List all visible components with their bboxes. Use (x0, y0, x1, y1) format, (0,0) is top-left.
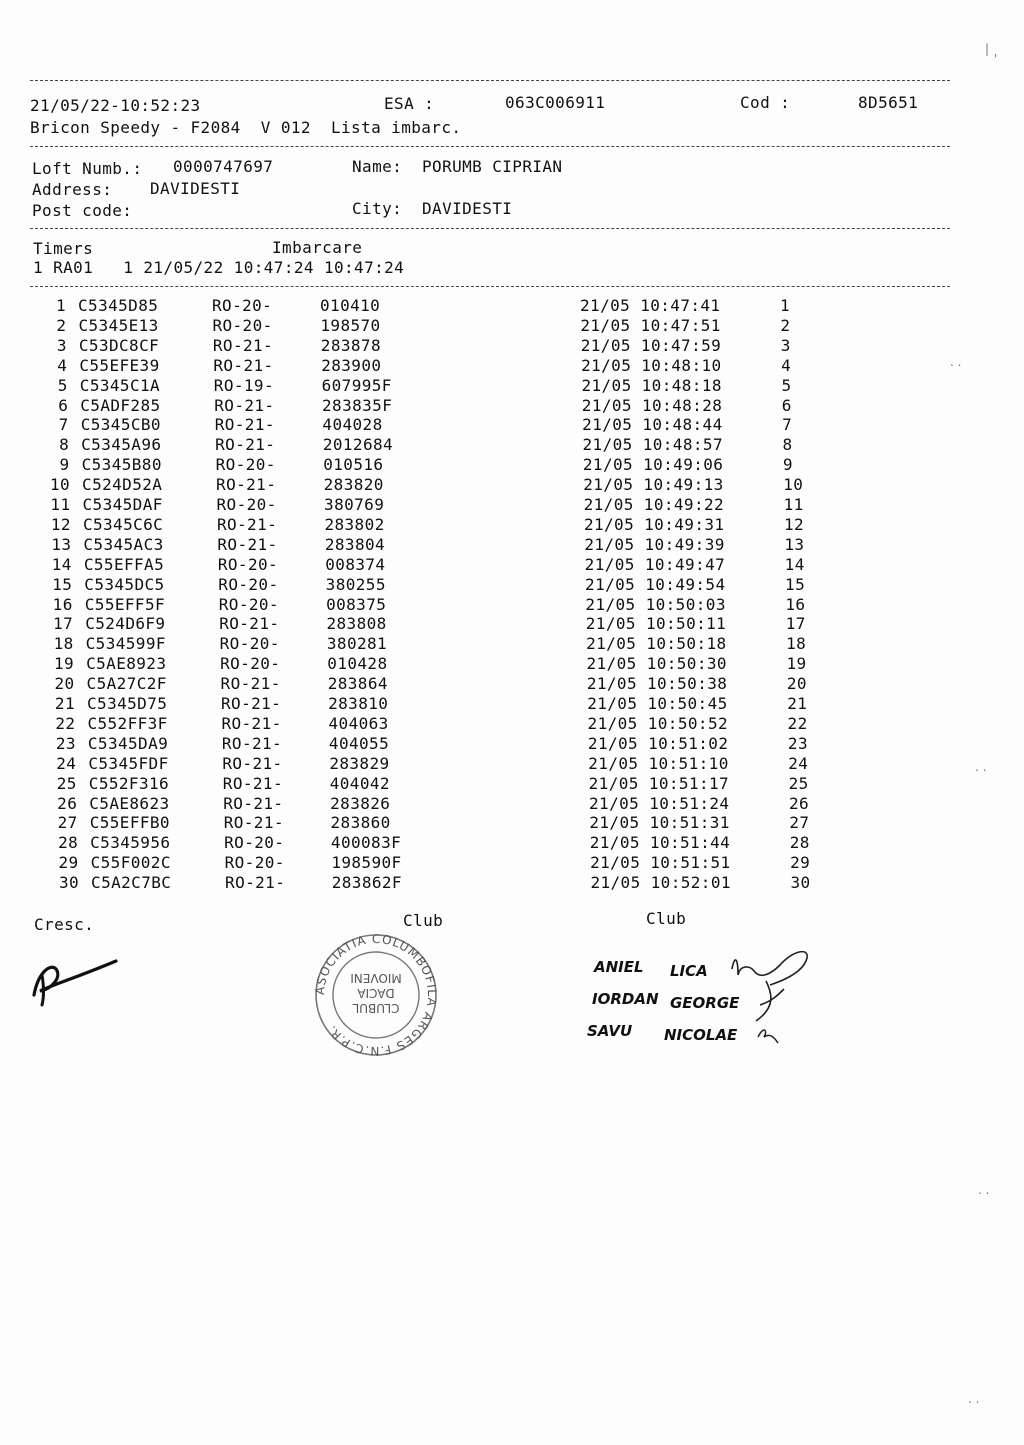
table-row (0, 415, 1024, 435)
city-value: DAVIDESTI (422, 199, 513, 218)
club-stamp (312, 931, 440, 1059)
ring-prefix: RO-21- (220, 674, 281, 694)
chip-id: C55EFFA5 (83, 554, 165, 574)
ring-number: 400083F (330, 833, 402, 853)
ring-prefix: RO-20- (212, 315, 273, 335)
arrival-time: 21/05 10:50:11 (585, 614, 727, 634)
row-number: 19 (54, 654, 75, 674)
arrival-position: 30 (790, 873, 811, 893)
ring-prefix: RO-21- (221, 733, 283, 753)
arrival-time: 21/05 10:48:44 (582, 415, 723, 435)
chip-id: C524D6F9 (85, 614, 166, 634)
table-row (0, 595, 1024, 615)
arrival-time: 21/05 10:48:28 (581, 395, 723, 415)
stamp-ring-text: ASOCIATIA COLUMBOFILA ARGES F.N.C.P.R. (312, 931, 440, 1059)
table-row (0, 316, 1024, 336)
arrival-position: 19 (786, 654, 807, 674)
chip-id: C5AE8623 (89, 793, 170, 813)
row-number: 25 (56, 773, 77, 793)
scan-speck: . . (978, 1183, 990, 1197)
chip-id: C5345C6C (82, 514, 164, 534)
chip-id: C5345DA9 (87, 733, 169, 753)
ring-number: 283808 (326, 614, 387, 634)
signatory-last-name: GEORGE (670, 994, 740, 1012)
table-row (0, 336, 1024, 356)
table-row (0, 396, 1024, 416)
ring-prefix: RO-21- (221, 694, 282, 713)
name-label: Name: (352, 157, 403, 176)
ring-prefix: RO-21- (213, 355, 274, 375)
table-row (0, 455, 1024, 475)
ring-prefix: RO-21- (222, 753, 283, 773)
ring-prefix: RO-21- (217, 534, 278, 554)
table-row (0, 873, 1024, 893)
chip-id: C5345FDF (88, 753, 169, 773)
signatory-first-name: ANIEL (594, 958, 644, 976)
arrival-time: 21/05 10:49:13 (583, 475, 724, 495)
stamp-center-line: MIOVENI (350, 971, 402, 985)
table-row (0, 794, 1024, 814)
arrival-position: 14 (784, 554, 805, 574)
ring-prefix: RO-21- (225, 873, 286, 893)
arrival-position: 16 (785, 594, 806, 614)
row-number: 4 (57, 355, 68, 375)
loft-label: Loft Numb.: (32, 159, 143, 178)
divider-fancier (30, 228, 950, 229)
arrival-position: 9 (782, 455, 793, 475)
ring-number: 380281 (326, 634, 388, 654)
arrival-position: 21 (787, 694, 808, 713)
arrival-time: 21/05 10:50:18 (586, 634, 727, 654)
ring-number: 283864 (327, 674, 388, 694)
row-number: 12 (50, 514, 71, 534)
arrival-position: 20 (786, 674, 807, 694)
row-number: 24 (56, 753, 77, 773)
ring-number: 010410 (320, 296, 381, 315)
ring-number: 404063 (328, 713, 389, 733)
row-number: 8 (59, 435, 70, 455)
ring-number: 283835F (322, 395, 393, 415)
ring-prefix: RO-21- (216, 514, 278, 534)
stamp-center-line: DACIA (357, 986, 395, 1000)
row-number: 10 (49, 475, 71, 495)
arrival-position: 17 (785, 614, 806, 634)
arrival-time: 21/05 10:51:17 (588, 773, 730, 793)
cresc-label: Cresc. (34, 915, 95, 934)
stamp-center-line: CLUBUL (352, 1001, 400, 1015)
ring-prefix: RO-21- (222, 773, 283, 793)
table-row (0, 356, 1024, 376)
arrival-time: 21/05 10:51:24 (589, 793, 730, 813)
ring-prefix: RO-21- (215, 435, 276, 455)
scan-speck: . . (968, 1392, 980, 1406)
arrival-position: 2 (780, 315, 791, 335)
ring-number: 283810 (328, 694, 389, 713)
arrival-time: 21/05 10:51:51 (590, 853, 731, 873)
table-row (0, 296, 1024, 316)
row-number: 18 (53, 634, 74, 654)
arrival-position: 27 (789, 813, 810, 833)
arrival-time: 21/05 10:50:45 (587, 694, 728, 713)
arrival-time: 21/05 10:47:41 (580, 296, 721, 315)
arrival-position: 5 (781, 375, 792, 395)
row-number: 13 (51, 534, 72, 554)
arrival-position: 13 (784, 534, 805, 554)
chip-id: C55EFFB0 (89, 813, 170, 833)
chip-id: C5345B80 (81, 455, 162, 475)
row-number: 26 (57, 793, 78, 813)
arrival-time: 21/05 10:50:03 (585, 594, 726, 614)
signatory-last-name: NICOLAE (664, 1026, 738, 1044)
arrival-time: 21/05 10:49:54 (585, 574, 726, 594)
arrival-position: 15 (785, 574, 806, 594)
ring-number: 283900 (321, 355, 382, 375)
arrival-time: 21/05 10:47:59 (580, 335, 722, 355)
table-row (0, 575, 1024, 595)
arrival-time: 21/05 10:51:10 (588, 753, 729, 773)
chip-id: C5345956 (90, 833, 171, 853)
chip-id: C5345DAF (82, 495, 163, 514)
row-number: 29 (58, 853, 79, 873)
ring-number: 283820 (323, 475, 384, 495)
row-number: 17 (53, 614, 74, 634)
arrival-position: 11 (783, 495, 804, 514)
signatory-last-name: LICA (670, 962, 708, 980)
row-number: 15 (52, 574, 73, 594)
arrival-time: 21/05 10:49:39 (584, 534, 725, 554)
row-number: 14 (51, 554, 72, 574)
chip-id: C55EFF5F (84, 594, 166, 614)
club-label-2: Club (646, 909, 687, 928)
ring-prefix: RO-20- (215, 455, 276, 475)
ring-prefix: RO-21- (223, 813, 284, 833)
ring-prefix: RO-21- (219, 614, 280, 634)
arrival-position: 4 (781, 355, 792, 375)
arrival-time: 21/05 10:49:22 (583, 495, 725, 514)
arrival-time: 21/05 10:48:57 (582, 435, 723, 455)
row-number: 23 (55, 733, 76, 753)
address-value: DAVIDESTI (150, 179, 241, 198)
ring-number: 198570 (320, 315, 381, 335)
ring-prefix: RO-21- (216, 475, 277, 495)
imbarcare-label: Imbarcare (272, 238, 363, 257)
ring-prefix: RO-21- (221, 713, 282, 733)
arrival-position: 1 (780, 296, 791, 315)
chip-id: C5345CB0 (80, 415, 161, 435)
arrival-time: 21/05 10:49:47 (584, 554, 726, 574)
ring-prefix: RO-20- (224, 853, 285, 873)
chip-id: C55F002C (90, 853, 171, 873)
arrival-position: 24 (788, 753, 809, 773)
table-row (0, 495, 1024, 515)
row-number: 20 (54, 674, 75, 694)
ring-number: 283826 (330, 793, 391, 813)
ring-number: 198590F (331, 853, 402, 873)
print-datetime: 21/05/22-10:52:23 (30, 96, 201, 115)
table-row (0, 754, 1024, 774)
arrival-time: 21/05 10:50:38 (586, 674, 728, 694)
address-label: Address: (32, 180, 113, 199)
scan-speck: . . (950, 355, 962, 369)
divider-header (30, 146, 950, 147)
ring-prefix: RO-20- (224, 833, 285, 853)
arrival-time: 21/05 10:51:31 (589, 813, 730, 833)
arrival-position: 12 (783, 514, 805, 534)
ring-number: 283829 (329, 753, 390, 773)
arrival-time: 21/05 10:49:31 (583, 514, 725, 534)
ring-prefix: RO-20- (216, 495, 277, 514)
ring-prefix: RO-21- (212, 335, 274, 355)
postcode-label: Post code: (32, 201, 133, 220)
cod-label: Cod : (740, 93, 791, 112)
row-number: 28 (58, 833, 79, 853)
scan-speck: | (985, 42, 990, 56)
esa-value: 063C006911 (505, 93, 606, 112)
loft-number: 0000747697 (173, 157, 274, 176)
table-row (0, 833, 1024, 853)
ring-number: 404028 (322, 415, 383, 435)
ring-prefix: RO-20- (220, 654, 281, 674)
arrival-time: 21/05 10:50:52 (587, 713, 729, 733)
ring-number: 283878 (320, 335, 381, 355)
arrival-position: 8 (782, 435, 793, 455)
arrival-time: 21/05 10:52:01 (590, 873, 731, 893)
club-label-1: Club (403, 911, 444, 930)
table-row (0, 634, 1024, 654)
chip-id: C552F316 (88, 773, 170, 793)
ring-number: 283862F (331, 873, 402, 893)
table-row (0, 535, 1024, 555)
chip-id: C5AE8923 (86, 654, 167, 674)
ring-prefix: RO-19- (213, 375, 274, 395)
chip-id: C53DC8CF (78, 335, 160, 355)
table-row (0, 714, 1024, 734)
row-number: 21 (54, 694, 75, 713)
ring-prefix: RO-20- (218, 574, 279, 594)
row-number: 27 (57, 813, 78, 833)
arrival-position: 3 (780, 335, 791, 355)
table-row (0, 813, 1024, 833)
ring-number: 2012684 (322, 435, 394, 455)
table-row (0, 475, 1024, 495)
timer-line: 1 RA01 1 21/05/22 10:47:24 10:47:24 (33, 258, 405, 277)
ring-number: 010428 (327, 654, 388, 674)
ring-prefix: RO-21- (223, 793, 284, 813)
chip-id: C55EFE39 (79, 355, 160, 375)
row-number: 2 (56, 315, 67, 335)
arrival-time: 21/05 10:48:18 (581, 375, 722, 395)
table-row (0, 515, 1024, 535)
fancier-name: PORUMB CIPRIAN (422, 157, 563, 176)
city-label: City: (352, 199, 403, 218)
row-number: 5 (57, 375, 68, 395)
arrival-position: 23 (787, 733, 808, 753)
row-number: 6 (58, 395, 69, 415)
arrival-position: 25 (788, 773, 809, 793)
ring-number: 380255 (325, 574, 386, 594)
timers-label: Timers (33, 239, 94, 258)
ring-number: 607995F (321, 375, 392, 395)
arrival-time: 21/05 10:48:10 (581, 355, 722, 375)
club-signatures (720, 945, 820, 1055)
arrival-position: 26 (789, 793, 810, 813)
ring-prefix: RO-20- (217, 554, 279, 574)
row-number: 9 (59, 455, 70, 475)
arrival-time: 21/05 10:47:51 (580, 315, 721, 335)
ring-number: 010516 (323, 455, 384, 475)
scan-speck: . . (975, 760, 987, 774)
table-row (0, 654, 1024, 674)
ring-number: 404055 (328, 733, 390, 753)
row-number: 7 (58, 415, 69, 435)
ring-prefix: RO-20- (218, 594, 279, 614)
table-row (0, 435, 1024, 455)
arrival-position: 29 (790, 853, 811, 873)
table-row (0, 853, 1024, 873)
ring-prefix: RO-20- (219, 634, 280, 654)
arrival-time: 21/05 10:51:02 (587, 733, 729, 753)
ring-prefix: RO-21- (214, 415, 275, 435)
table-row (0, 674, 1024, 694)
arrival-position: 18 (786, 634, 807, 654)
table-row (0, 376, 1024, 396)
chip-id: C5A2C7BC (91, 873, 172, 893)
arrival-time: 21/05 10:50:30 (586, 654, 727, 674)
table-row (0, 614, 1024, 634)
ring-number: 008375 (326, 594, 387, 614)
chip-id: C5345DC5 (84, 574, 165, 594)
ring-number: 283860 (330, 813, 391, 833)
ring-number: 283802 (324, 514, 385, 534)
chip-id: C5345E13 (78, 315, 159, 335)
chip-id: C5345D85 (78, 296, 159, 315)
cod-value: 8D5651 (858, 93, 919, 112)
table-row (0, 734, 1024, 754)
ring-number: 008374 (325, 554, 386, 574)
row-number: 22 (55, 713, 76, 733)
chip-id: C5345A96 (81, 435, 162, 455)
esa-label: ESA : (384, 94, 435, 113)
row-number: 11 (50, 495, 71, 514)
row-number: 16 (52, 594, 73, 614)
chip-id: C534599F (85, 634, 166, 654)
chip-id: C524D52A (82, 475, 163, 495)
arrival-position: 7 (782, 415, 793, 435)
row-number: 30 (58, 873, 80, 893)
table-row (0, 555, 1024, 575)
chip-id: C5A27C2F (86, 674, 167, 694)
table-row (0, 694, 1024, 714)
divider-top (30, 80, 950, 81)
signatory-first-name: SAVU (587, 1022, 633, 1040)
row-number: 3 (56, 335, 67, 355)
arrival-time: 21/05 10:49:06 (582, 455, 724, 475)
chip-id: C5345C1A (79, 375, 161, 395)
signatory-first-name: IORDAN (592, 990, 659, 1008)
table-row (0, 774, 1024, 794)
arrival-position: 6 (781, 395, 792, 415)
arrival-position: 28 (789, 833, 810, 853)
ring-prefix: RO-21- (214, 395, 275, 415)
chip-id: C5345D75 (87, 694, 168, 713)
arrival-time: 21/05 10:51:44 (589, 833, 731, 853)
arrival-position: 10 (783, 475, 804, 495)
chip-id: C5ADF285 (80, 395, 161, 415)
ring-number: 404042 (329, 773, 390, 793)
fancier-signature (28, 955, 128, 1010)
chip-id: C552FF3F (87, 713, 168, 733)
row-number: 1 (55, 296, 66, 315)
device-line: Bricon Speedy - F2084 V 012 Lista imbarc. (30, 118, 462, 137)
ring-number: 380769 (324, 495, 385, 514)
scan-speck: ' (994, 52, 998, 66)
divider-timers (30, 286, 950, 287)
ring-number: 283804 (324, 534, 386, 554)
ring-prefix: RO-20- (212, 296, 273, 315)
chip-id: C5345AC3 (83, 534, 164, 554)
arrival-position: 22 (787, 713, 808, 733)
